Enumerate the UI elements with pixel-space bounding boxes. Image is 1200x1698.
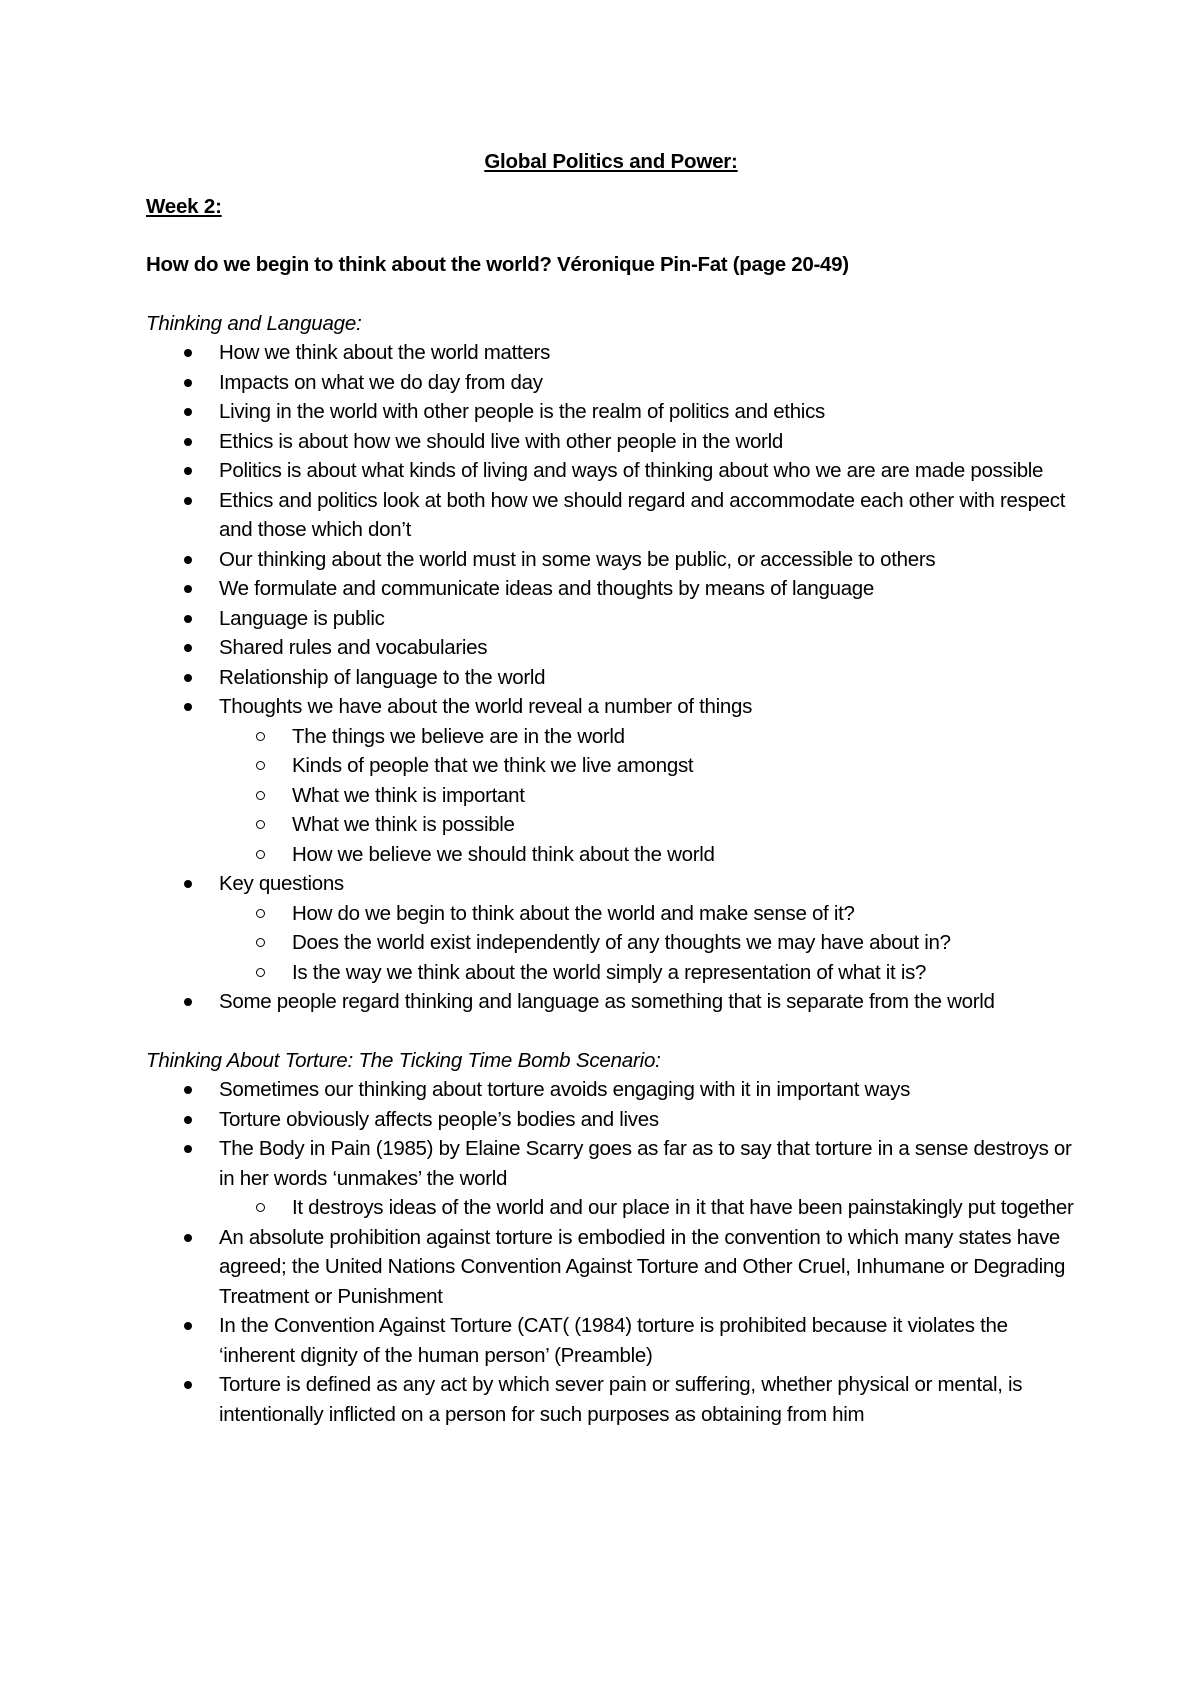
sub-list-scarry [219, 1193, 1076, 1223]
page-title: Global Politics and Power: [484, 150, 738, 173]
bullet-icon [184, 703, 192, 711]
section-spacer [146, 1017, 1076, 1046]
list-item-text: How we think about the world matters [219, 341, 551, 364]
bullet-list-torture [146, 1075, 1076, 1429]
list-item [146, 633, 1076, 663]
bullet-icon [184, 644, 192, 652]
list-item-text: Ethics is about how we should live with other people in the world [219, 429, 783, 453]
sub-bullet-icon [256, 1203, 265, 1212]
list-item-text: Our thinking about the world must in some ways be public, or accessible to others [219, 547, 936, 571]
sub-bullet-icon [256, 938, 265, 947]
list-item [146, 663, 1076, 693]
list-item-text: Ethics and politics look at both how we should regard and accommodate each other with respect and those which don’t [219, 488, 1066, 541]
bullet-icon [184, 880, 192, 888]
section-heading-torture: Thinking About Torture: The Ticking Time Bomb Scenario: [146, 1048, 661, 1072]
list-item-text: Language is public [219, 606, 385, 630]
list-item [146, 397, 1076, 427]
list-item-text: We formulate and communicate ideas and thoughts by means of language [219, 577, 874, 600]
sub-list-item-text: What we think is possible [292, 813, 515, 836]
list-item [146, 1134, 1076, 1223]
bullet-icon [184, 556, 192, 564]
list-item [146, 1370, 1076, 1429]
list-item [146, 486, 1076, 545]
bullet-icon [184, 585, 192, 593]
sub-bullet-icon [256, 732, 265, 741]
list-item [146, 338, 1076, 368]
reading-heading: How do we begin to think about the world? Véronique Pin-Fat (page 20-49) [146, 253, 849, 276]
bullet-icon [184, 408, 192, 416]
list-item [146, 545, 1076, 575]
sub-bullet-icon [256, 968, 265, 977]
list-item-text: An absolute prohibition against torture is embodied in the convention to which many states have agreed; the United Nations Convention Against Torture and Other Cruel, Inhumane or Degrading Treatment or Punishment [219, 1225, 1066, 1308]
section-heading-thinking-language: Thinking and Language: [146, 311, 362, 335]
sub-list-key-questions [219, 899, 1076, 988]
sub-list-item-text: Kinds of people that we think we live amongst [292, 754, 694, 777]
bullet-icon [184, 998, 192, 1006]
sub-bullet-icon [256, 909, 265, 918]
list-item [146, 1223, 1076, 1312]
sub-bullet-icon [256, 791, 265, 800]
list-item [146, 574, 1076, 604]
list-item-text: Sometimes our thinking about torture avoids engaging with it in important ways [219, 1078, 911, 1101]
bullet-icon [184, 1322, 192, 1330]
list-item [146, 604, 1076, 634]
week-heading: Week 2: [146, 194, 222, 218]
sub-list-item-text: How do we begin to think about the world and make sense of it? [292, 901, 855, 925]
list-item [146, 987, 1076, 1017]
list-item [146, 368, 1076, 398]
list-item [146, 1105, 1076, 1135]
list-item-text: Living in the world with other people is the realm of politics and ethics [219, 400, 825, 423]
sub-list-item-text: Does the world exist independently of any thoughts we may have about in? [292, 931, 951, 954]
bullet-icon [184, 467, 192, 475]
bullet-icon [184, 1116, 192, 1124]
sub-bullet-icon [256, 820, 265, 829]
list-item [146, 692, 1076, 869]
list-item-text: Some people regard thinking and language as something that is separate from the world [219, 990, 995, 1013]
sub-list-item [219, 1193, 1076, 1223]
bullet-icon [184, 674, 192, 682]
list-item-text: Torture is defined as any act by which sever pain or suffering, whether physical or mental, is intentionally inflicted on a person for such purposes as obtaining from him [219, 1373, 1023, 1426]
bullet-icon [184, 615, 192, 623]
sub-bullet-icon [256, 761, 265, 770]
list-item-text: The Body in Pain (1985) by Elaine Scarry goes as far as to say that torture in a sense destroys or in her words ‘unmakes’ the world [219, 1137, 1072, 1190]
bullet-icon [184, 1086, 192, 1094]
bullet-icon [184, 438, 192, 446]
list-item-text: Torture obviously affects people’s bodies and lives [219, 1107, 659, 1131]
sub-list-item [219, 958, 1076, 988]
sub-list-item-text: Is the way we think about the world simply a representation of what it is? [292, 960, 927, 984]
list-item [146, 1311, 1076, 1370]
sub-bullet-icon [256, 850, 265, 859]
list-item [146, 869, 1076, 987]
sub-list-item [219, 840, 1076, 870]
list-item-text: Politics is about what kinds of living and ways of thinking about who we are are made possible [219, 459, 1044, 482]
bullet-icon [184, 1234, 192, 1242]
sub-list-thoughts [219, 722, 1076, 870]
list-item-text: Thoughts we have about the world reveal a number of things [219, 695, 753, 718]
sub-list-item [219, 751, 1076, 781]
list-item-text: Relationship of language to the world [219, 665, 546, 689]
bullet-icon [184, 379, 192, 387]
sub-list-item [219, 928, 1076, 958]
sub-list-item-text: The things we believe are in the world [292, 724, 625, 748]
document-content [146, 147, 1076, 1429]
list-item-text: Key questions [219, 872, 344, 895]
sub-list-item-text: What we think is important [292, 783, 525, 807]
list-item-text: In the Convention Against Torture (CAT( (1984) torture is prohibited because it violates the ‘inherent dignity of the human person’ (Preamble) [219, 1314, 1008, 1367]
sub-list-item [219, 810, 1076, 840]
sub-list-item [219, 722, 1076, 752]
list-item [146, 1075, 1076, 1105]
sub-list-item-text: It destroys ideas of the world and our place in it that have been painstakingly put together [292, 1196, 1074, 1219]
list-item-text: Shared rules and vocabularies [219, 636, 488, 659]
list-item [146, 427, 1076, 457]
bullet-icon [184, 1381, 192, 1389]
bullet-icon [184, 349, 192, 357]
sub-list-item [219, 781, 1076, 811]
bullet-icon [184, 497, 192, 505]
bullet-list-thinking-language [146, 338, 1076, 1017]
list-item-text: Impacts on what we do day from day [219, 370, 543, 394]
sub-list-item-text: How we believe we should think about the world [292, 842, 715, 866]
sub-list-item [219, 899, 1076, 929]
bullet-icon [184, 1145, 192, 1153]
list-item [146, 456, 1076, 486]
